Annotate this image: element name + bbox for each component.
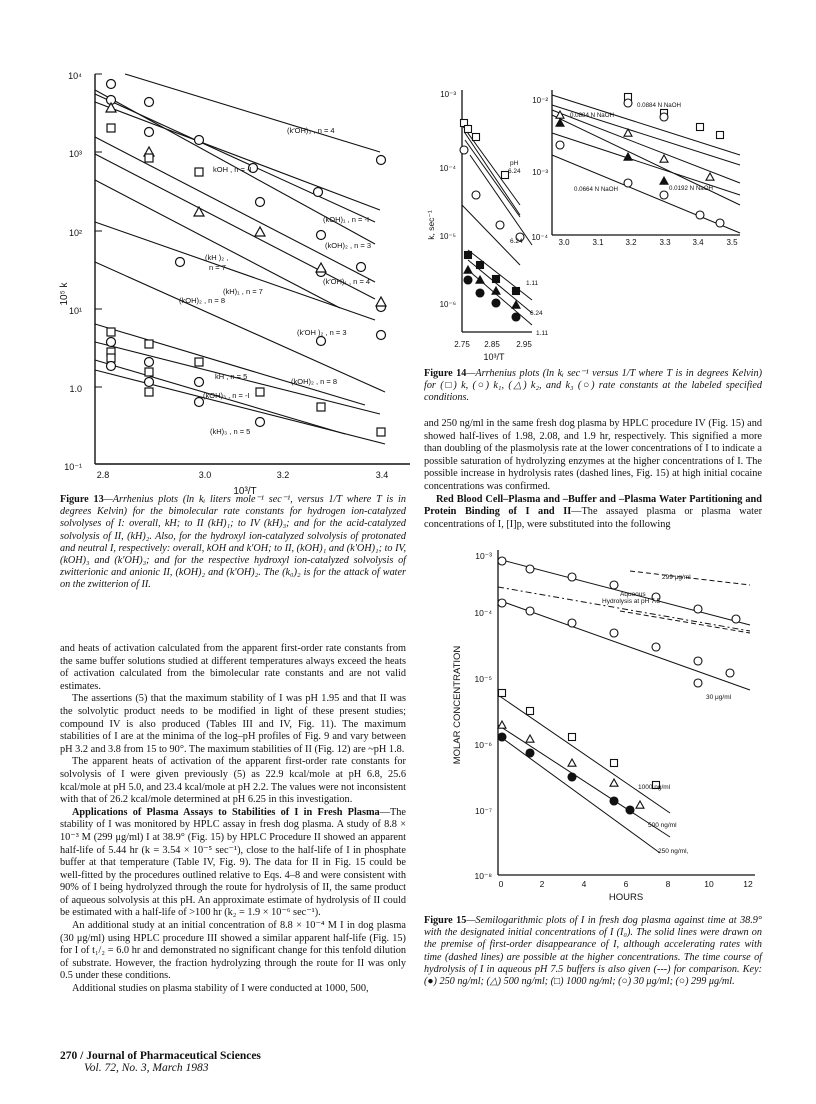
- fit-line: [95, 222, 375, 320]
- x-tick: 2.75: [454, 340, 470, 349]
- x-tick: 0: [498, 879, 504, 889]
- data-point: [717, 132, 724, 139]
- data-point: [317, 403, 325, 411]
- data-point: [498, 733, 506, 741]
- data-point: [694, 679, 702, 687]
- data-point: [145, 98, 154, 107]
- data-point: [660, 177, 668, 184]
- data-point: [636, 801, 644, 808]
- x-tick: 8: [665, 879, 671, 889]
- paragraph: —The assayed plasma or plasma water concentrations of I, [I]p, were substituted into the following: [424, 506, 762, 530]
- figure-15-chart: [430, 545, 760, 905]
- data-point: [611, 760, 618, 767]
- series-label: 6.24: [530, 310, 543, 317]
- paragraph: Additional studies on plasma stability of I were conducted at 1000, 500,: [72, 983, 369, 995]
- data-point: [610, 797, 618, 805]
- data-point: [626, 806, 634, 814]
- x-tick: 2.8: [96, 470, 110, 480]
- series-label: 30 μg/ml: [706, 694, 732, 701]
- data-point: [195, 136, 204, 145]
- series-label: (kH )₂ ,: [205, 253, 229, 262]
- fit-line: [470, 155, 532, 245]
- y-tick: 10²: [68, 228, 82, 238]
- x-tick: 2: [539, 879, 545, 889]
- caption-text: —Arrhenius plots (ln kᵢ sec⁻¹ versus 1/T where T is in degrees Kelvin) for (□) k, (○) k₁, (△) k₂, and k₃ (○) rate constants at the labeled specified conditions.: [424, 368, 762, 404]
- data-point: [195, 168, 203, 176]
- inset-y-tick: 10⁻³: [532, 168, 548, 177]
- section-heading: Red Blood Cell–Plasma and –Buffer and –Plasma Water Partitioning and Protein Binding of I and II: [424, 493, 762, 518]
- data-point: [624, 99, 632, 107]
- data-point: [624, 153, 632, 160]
- caption-text: —Arrhenius plots (ln kᵢ liters mole⁻¹ sec⁻¹, versus 1/T where T is in degrees Kelvin) for the bimolecular rate constants for hydrogen ion-catalyzed solvolyses of I: overall, kH; to II (kH)₁; to IV (kH)₃; and for the acid-catalyzed solvolysis of II, (kH)₂. Also, for the hydroxyl ion-catalyzed solvolysis of protonated and neutral I, respectively: overall, kOH and k′OH; to II, (kOH)₁ and (k′OH)₁; to IV, (kOH)₃ and (k′OH)₃; and for the respective hydroxyl ion-catalyzed solvolysis of zwitterionic and anionic II, (kOH)₂ and (k′OH)₂. The (k₀)₂ is for the attack of water on the zwitterion of II.: [60, 494, 406, 591]
- series-label: (kOH)₂ , n = 8: [291, 377, 338, 386]
- caption-label: Figure 15: [424, 915, 467, 926]
- caption-label: Figure 13: [60, 494, 104, 505]
- data-point: [498, 599, 506, 607]
- data-point: [512, 313, 520, 321]
- data-point: [716, 219, 724, 227]
- x-tick: 3.0: [198, 470, 212, 480]
- series-label: 250 ng/ml,: [658, 848, 689, 855]
- caption-text: —Semilogarithmic plots of I in fresh dog plasma against time at 38.9° with the designated initial concentrations of I (I₀). The solid lines were drawn on the premise of first-order disappearance of I, although accelerating rates with time (dashed lines) are possible at the higher concentrations. The time course of hydrolysis of I in aqueous pH 7.5 buffers is also given (---) for comparison. Key: (●) 250 ng/ml; (△) 500 ng/ml; (□) 1000 ng/ml; (○) 30 μg/ml; (○) 299 μg/ml.: [424, 915, 762, 988]
- fit-line: [125, 74, 380, 152]
- data-point: [107, 328, 115, 336]
- data-point: [568, 619, 576, 627]
- inset-y-tick: 10⁻⁴: [531, 233, 548, 242]
- fit-line: [465, 140, 520, 217]
- data-point: [377, 156, 386, 165]
- fit-line: [498, 600, 750, 690]
- data-point: [256, 418, 265, 427]
- data-point: [492, 287, 500, 294]
- x-tick: 6: [623, 879, 629, 889]
- series-label: (kH)₃ , n = 5: [210, 427, 251, 436]
- series-label: 1.11: [536, 330, 549, 337]
- y-axis-label: k, sec⁻¹: [426, 210, 436, 240]
- data-point: [697, 124, 704, 131]
- data-point: [376, 297, 386, 306]
- paragraph: and heats of activation calculated from the apparent first-order rate constants from the same buffer solutions studied at different temperatures always exceed the heats of activation calculated from the bimolecular rate constants and are not valid estimates.: [60, 643, 406, 692]
- fit-line: [498, 725, 670, 837]
- x-tick: 10: [704, 879, 714, 889]
- left-column-text: [60, 643, 406, 996]
- y-tick: 1.0: [69, 384, 82, 394]
- y-axis-label: MOLAR CONCENTRATION: [452, 645, 463, 765]
- series-label: 500 ng/ml: [648, 822, 677, 829]
- series-label: n = 7: [209, 263, 226, 272]
- paragraph: —The stability of I was monitored by HPLC assay in fresh dog plasma. A study of 8.8 × 10⁻³ M (299 μg/ml) I at 38.9° (Fig. 15) by HPLC Procedure II showed an apparent half-life of 5.44 hr (k = 3.54 × 10⁻⁵ sec⁻¹), close to the half-life of I in phosphate buffer at that temperature (Table IV, Fig. 9). The data for II in Fig. 15 could be well-fitted by the procedures outlined relative to Eqs. 4–8 and were consistent with 90% of I being hydrolyzed through the route for hydrolysis of II, the same product of aqueous solvolysis at this pH. An approximate estimate of hydrolysis of II could be estimated with a half-life of >100 hr (k₂ = 1.9 × 10⁻⁶ sec⁻¹).: [60, 806, 406, 919]
- inset-label: 0.0884 N NaOH: [637, 102, 682, 109]
- data-point: [660, 155, 668, 162]
- data-point: [498, 721, 506, 728]
- series-label: Aqueous: [620, 591, 646, 598]
- data-point: [464, 266, 472, 273]
- data-point: [145, 368, 153, 376]
- y-tick: 10⁻³: [440, 90, 456, 99]
- data-point: [195, 378, 204, 387]
- figure-13-chart: [55, 62, 410, 502]
- inset-x-tick: 3.5: [726, 238, 738, 247]
- data-point: [194, 207, 204, 216]
- data-point: [526, 749, 534, 757]
- data-point: [145, 340, 153, 348]
- series-label: (k′OH)₁ , n = 4: [323, 277, 371, 286]
- data-point: [107, 362, 116, 371]
- y-tick: 10⁻⁴: [439, 164, 456, 173]
- data-point: [660, 191, 668, 199]
- data-point: [569, 734, 576, 741]
- x-tick: 4: [581, 879, 587, 889]
- figure-13-caption: [60, 494, 406, 592]
- data-point: [696, 211, 704, 219]
- inset-x-tick: 3.0: [558, 238, 570, 247]
- series-label: 299 μg/ml: [662, 574, 691, 581]
- data-point: [526, 735, 534, 742]
- data-point: [498, 557, 506, 565]
- data-point: [107, 338, 116, 347]
- fit-line: [620, 611, 750, 633]
- paragraph: and 250 ng/ml in the same fresh dog plasma by HPLC procedure IV (Fig. 15) and showed half-lives of 1.98, 2.08, and 1.9 hr, respectively. This signified a more than doubling of the plasmolysis rate at the lower concentrations of I to indicate a possible saturation of hydrolyzing enzymes at the higher concentrations of I. The possible increase in hydrolysis rates (dashed lines, Fig. 15) at high initial cocaine concentrations was confirmed.: [424, 418, 762, 492]
- data-point: [726, 669, 734, 677]
- data-point: [694, 605, 702, 613]
- series-label: (kOH)₃ , n = -I: [203, 391, 250, 400]
- y-tick: 10⁻⁷: [474, 806, 492, 816]
- series-label: (k′OH)₃ , n = 4: [287, 126, 335, 135]
- data-point: [732, 615, 740, 623]
- fit-line: [95, 102, 380, 210]
- data-point: [568, 759, 576, 766]
- series-label: (kOH)₂ , n = 8: [179, 296, 226, 305]
- inset-y-tick: 10⁻²: [532, 96, 548, 105]
- figure-14-chart: [420, 85, 750, 365]
- data-point: [145, 154, 153, 162]
- series-label: (kH)₁ , n = 7: [223, 287, 263, 296]
- inset-label: 0.0192 N NaOH: [669, 185, 714, 192]
- data-point: [145, 388, 153, 396]
- series-label: (kOH)₁ , n = -I: [323, 215, 370, 224]
- data-point: [624, 179, 632, 187]
- x-tick: 3.2: [276, 470, 290, 480]
- x-tick: 3.4: [375, 470, 389, 480]
- data-point: [317, 231, 326, 240]
- x-tick: 2.95: [516, 340, 532, 349]
- y-tick: 10⁻¹: [64, 462, 82, 472]
- data-point: [513, 288, 520, 295]
- data-point: [106, 103, 116, 112]
- x-axis-label: 10³/T: [233, 486, 257, 497]
- series-label: pH: [510, 160, 519, 167]
- data-point: [145, 128, 154, 137]
- data-point: [476, 276, 484, 283]
- data-point: [610, 629, 618, 637]
- data-point: [465, 126, 472, 133]
- y-tick: 10⁻⁵: [439, 232, 456, 241]
- caption-label: Figure 14: [424, 368, 467, 379]
- x-axis-label: HOURS: [608, 892, 644, 903]
- series-label: 6.24: [508, 168, 521, 175]
- volume-info: Vol. 72, No. 3, March 1983: [84, 1062, 209, 1074]
- data-point: [499, 690, 506, 697]
- inset-label: 0.0664 N NaOH: [574, 186, 619, 193]
- page-footer: [60, 1050, 261, 1074]
- inset-x-tick: 3.3: [659, 238, 671, 247]
- y-tick: 10³: [68, 149, 82, 159]
- data-point: [527, 708, 534, 715]
- y-tick: 10⁻⁶: [474, 740, 492, 750]
- data-point: [145, 358, 154, 367]
- y-tick: 10⁻⁴: [474, 608, 492, 618]
- data-point: [314, 188, 323, 197]
- fit-line: [552, 155, 740, 233]
- data-point: [460, 146, 468, 154]
- fit-line: [498, 735, 660, 853]
- series-label: (kOH)₂ , n = 3: [325, 241, 372, 250]
- data-point: [472, 191, 480, 199]
- y-tick: 10⁴: [68, 71, 82, 81]
- journal-citation: 270 / Journal of Pharmaceutical Sciences: [60, 1050, 261, 1062]
- data-point: [107, 124, 115, 132]
- data-point: [465, 252, 472, 259]
- data-point: [706, 173, 714, 180]
- data-point: [526, 565, 534, 573]
- data-point: [526, 607, 534, 615]
- data-point: [464, 276, 472, 284]
- data-point: [195, 358, 203, 366]
- figure-14-caption: [424, 368, 762, 405]
- inset-x-tick: 3.1: [592, 238, 604, 247]
- data-point: [652, 643, 660, 651]
- y-tick: 10¹: [68, 306, 82, 316]
- x-axis-label: 10³/T: [483, 352, 505, 362]
- series-label: kOH , n = -I: [213, 165, 252, 174]
- y-axis-label: 10⁵ k: [59, 282, 70, 306]
- series-label: 6.24: [510, 238, 523, 245]
- series-label: 1.11: [526, 280, 539, 287]
- inset-x-tick: 3.4: [692, 238, 704, 247]
- y-tick: 10⁻⁸: [474, 871, 492, 881]
- data-point: [493, 276, 500, 283]
- paragraph: An additional study at an initial concentration of 8.8 × 10⁻⁴ M I in dog plasma (30 μg/ml) using HPLC procedure III showed a similar apparent half-life (Fig. 15) for I of t₁/₂ = 6.0 hr and demonstrated no significant change for this tenfold dilution of substrate. However, the fraction hydrolyzing through the route for II was only 0.5 under these conditions.: [60, 920, 406, 982]
- series-label: Hydrolysis at pH 7.5: [602, 598, 661, 605]
- y-tick: 10⁻⁶: [439, 300, 456, 309]
- data-point: [145, 378, 154, 387]
- data-point: [255, 227, 265, 236]
- data-point: [492, 299, 500, 307]
- data-point: [377, 428, 385, 436]
- data-point: [377, 331, 386, 340]
- data-point: [357, 263, 366, 272]
- x-tick: 2.85: [484, 340, 500, 349]
- data-point: [473, 134, 480, 141]
- inset-label: 0.0884 N NaOH: [570, 112, 615, 119]
- data-point: [107, 80, 116, 89]
- data-point: [256, 388, 264, 396]
- data-point: [610, 779, 618, 786]
- section-heading: Applications of Plasma Assays to Stabilities of I in Fresh Plasma: [72, 806, 380, 818]
- paragraph: The apparent heats of activation of the apparent first-order rate constants for solvolysis of I were given previously (5) as 22.9 kcal/mole at pH 6.8, 25.6 kcal/mole at pH 5.0, and 23.4 kcal/mole at pH 2.2. The values were not inconsistent with that of 26.2 kcal/mole determined at pH 6.25 in this investigation.: [60, 756, 406, 806]
- series-label: (k′OH )₂ , n = 3: [297, 328, 347, 337]
- inset-x-tick: 3.2: [625, 238, 637, 247]
- data-point: [317, 337, 326, 346]
- data-point: [556, 141, 564, 149]
- data-point: [477, 262, 484, 269]
- data-point: [476, 289, 484, 297]
- data-point: [660, 113, 668, 121]
- y-tick: 10⁻³: [475, 551, 492, 561]
- data-point: [496, 221, 504, 229]
- fit-line: [95, 180, 340, 308]
- data-point: [568, 573, 576, 581]
- data-point: [694, 657, 702, 665]
- y-tick: 10⁻⁵: [474, 674, 492, 684]
- paragraph: The assertions (5) that the maximum stability of I was pH 1.95 and that II was the solvolytic product needs to be modified in light of these present studies; compound IV is also produced (Tables III and IV, Fig. 11). The maximum stabilities of I are at the minima of the log–pH profiles of Fig. 9 and vary between pH 3.2 and 3.8 from 15 to 90°. The maximum stabilities of II (Fig. 12) are ~pH 1.8.: [60, 693, 406, 755]
- x-tick: 12: [743, 879, 753, 889]
- right-column-text: [424, 418, 762, 531]
- data-point: [256, 198, 265, 207]
- series-label: kH , n = 5: [215, 372, 248, 381]
- fit-line: [95, 137, 375, 282]
- data-point: [610, 581, 618, 589]
- data-point: [568, 773, 576, 781]
- series-label: 1000 ng/ml: [638, 784, 671, 791]
- data-point: [107, 354, 115, 362]
- data-point: [316, 263, 326, 272]
- figure-15-caption: [424, 915, 762, 988]
- data-point: [176, 258, 185, 267]
